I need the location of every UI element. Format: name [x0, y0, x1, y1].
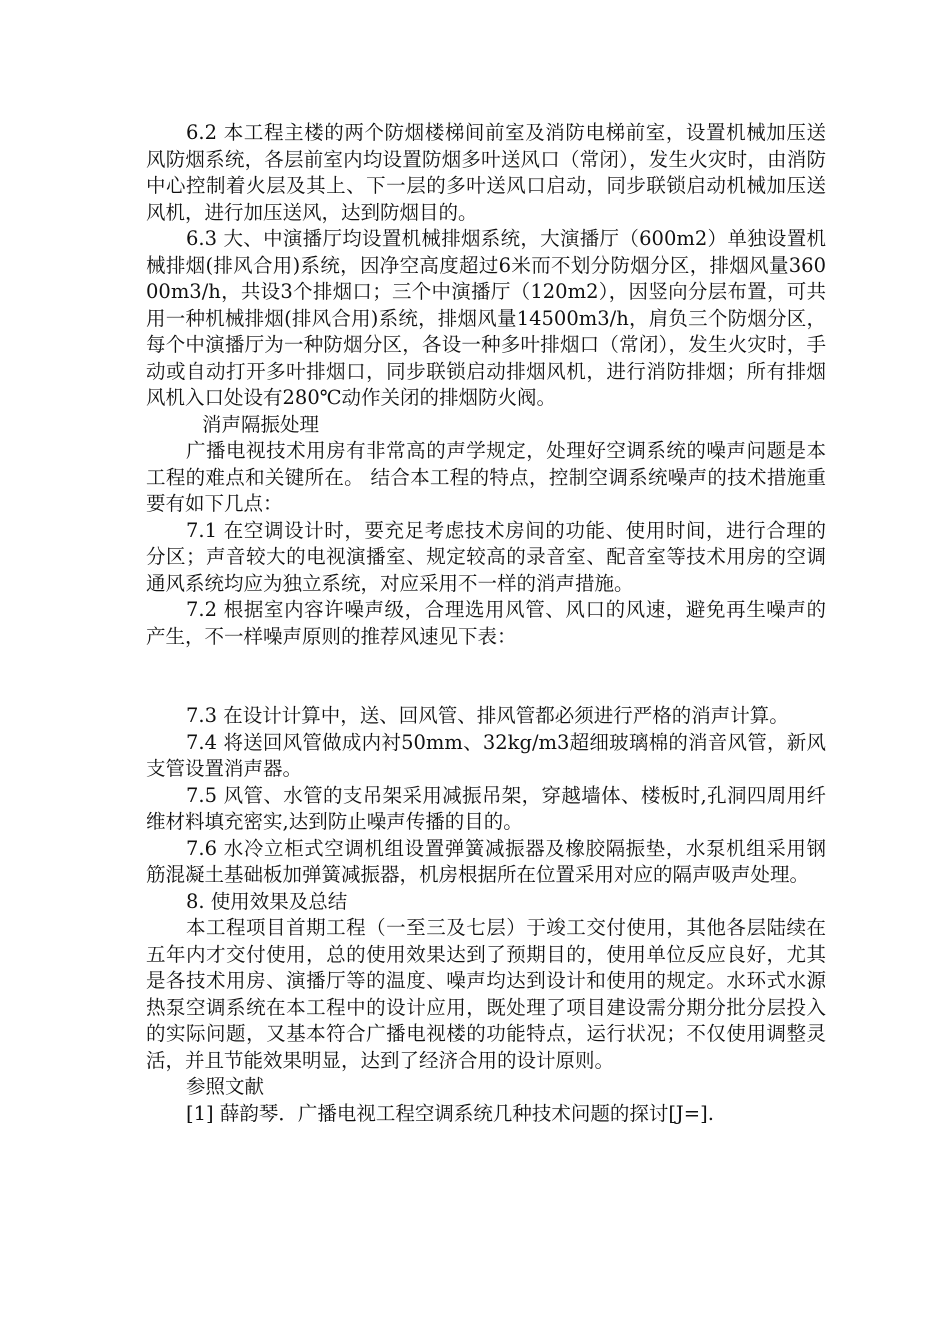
paragraph-noise-intro: 广播电视技术用房有非常高的声学规定，处理好空调系统的噪声问题是本工程的难点和关键所在。 结合本工程的特点，控制空调系统噪声的技术措施重要有如下几点：: [146, 439, 826, 515]
paragraph-6-3: 6.3 大、中演播厅均设置机械排烟系统，大演播厅（600m2）单独设置机械排烟(排风合用)系统，因净空高度超过6米而不划分防烟分区，排烟风量36000m3/h，共设3个排烟口；三个中演播厅（120m2），因竖向分层布置，可共用一种机械排烟(排风合用)系统，排烟风量14500m3/h，肩负三个防烟分区，每个中演播厅为一种防烟分区，各设一种多叶排烟口（常闭），发生火灾时，手动或自动打开多叶排烟口，同步联锁启动排烟风机，进行消防排烟；所有排烟风机入口处设有280℃动作关闭的排烟防火阀。: [146, 227, 826, 409]
paragraph-7-3: 7.3 在设计计算中，送、回风管、排风管都必须进行严格的消声计算。: [186, 704, 789, 727]
blank-space: [146, 650, 826, 703]
section-heading-noise: 消声隔振处理: [202, 412, 320, 436]
paragraph-7-2: 7.2 根据室内容许噪声级，合理选用风管、风口的风速，避免再生噪声的产生，不一样噪声原则的推荐风速见下表：: [146, 598, 826, 648]
section-heading-references: 参照文献: [186, 1075, 265, 1098]
section-heading-summary: 8. 使用效果及总结: [186, 889, 348, 913]
document-body: [146, 120, 826, 1127]
paragraph-7-5: 7.5 风管、水管的支吊架采用减振吊架，穿越墙体、楼板时,孔洞四周用纤维材料填充密实,达到防止噪声传播的目的。: [146, 783, 826, 833]
paragraph-summary: 本工程项目首期工程（一至三及七层）于竣工交付使用，其他各层陆续在五年内才交付使用，总的使用效果达到了预期目的，使用单位反应良好，尤其是各技术用房、演播厅等的温度、噪声均达到设计和使用的规定。水环式水源热泵空调系统在本工程中的设计应用，既处理了项目建设需分期分批分层投入的实际问题，又基本符合广播电视楼的功能特点，运行状况；不仅使用调整灵活，并且节能效果明显，达到了经济合用的设计原则。: [146, 916, 826, 1072]
paragraph-7-1: 7.1 在空调设计时，要充足考虑技术房间的功能、使用时间，进行合理的分区；声音较大的电视演播室、规定较高的录音室、配音室等技术用房的空调通风系统均应为独立系统，对应采用不一样的消声措施。: [146, 518, 826, 595]
reference-item-1: [1] 薛韵琴．广播电视工程空调系统几种技术问题的探讨[J=].: [186, 1101, 714, 1125]
paragraph-7-4: 7.4 将送回风管做成内衬50mm、32kg/m3超细玻璃棉的消音风管，新风支管设置消声器。: [146, 730, 826, 780]
paragraph-7-6: 7.6 水冷立柜式空调机组设置弹簧减振器及橡胶隔振垫，水泵机组采用钢筋混凝土基础板加弹簧减振器，机房根据所在位置采用对应的隔声吸声处理。: [146, 836, 826, 886]
paragraph-6-2: 6.2 本工程主楼的两个防烟楼梯间前室及消防电梯前室，设置机械加压送风防烟系统，各层前室内均设置防烟多叶送风口（常闭），发生火灾时，由消防中心控制着火层及其上、下一层的多叶送风口启动，同步联锁启动机械加压送风机，进行加压送风，达到防烟目的。: [146, 121, 826, 224]
